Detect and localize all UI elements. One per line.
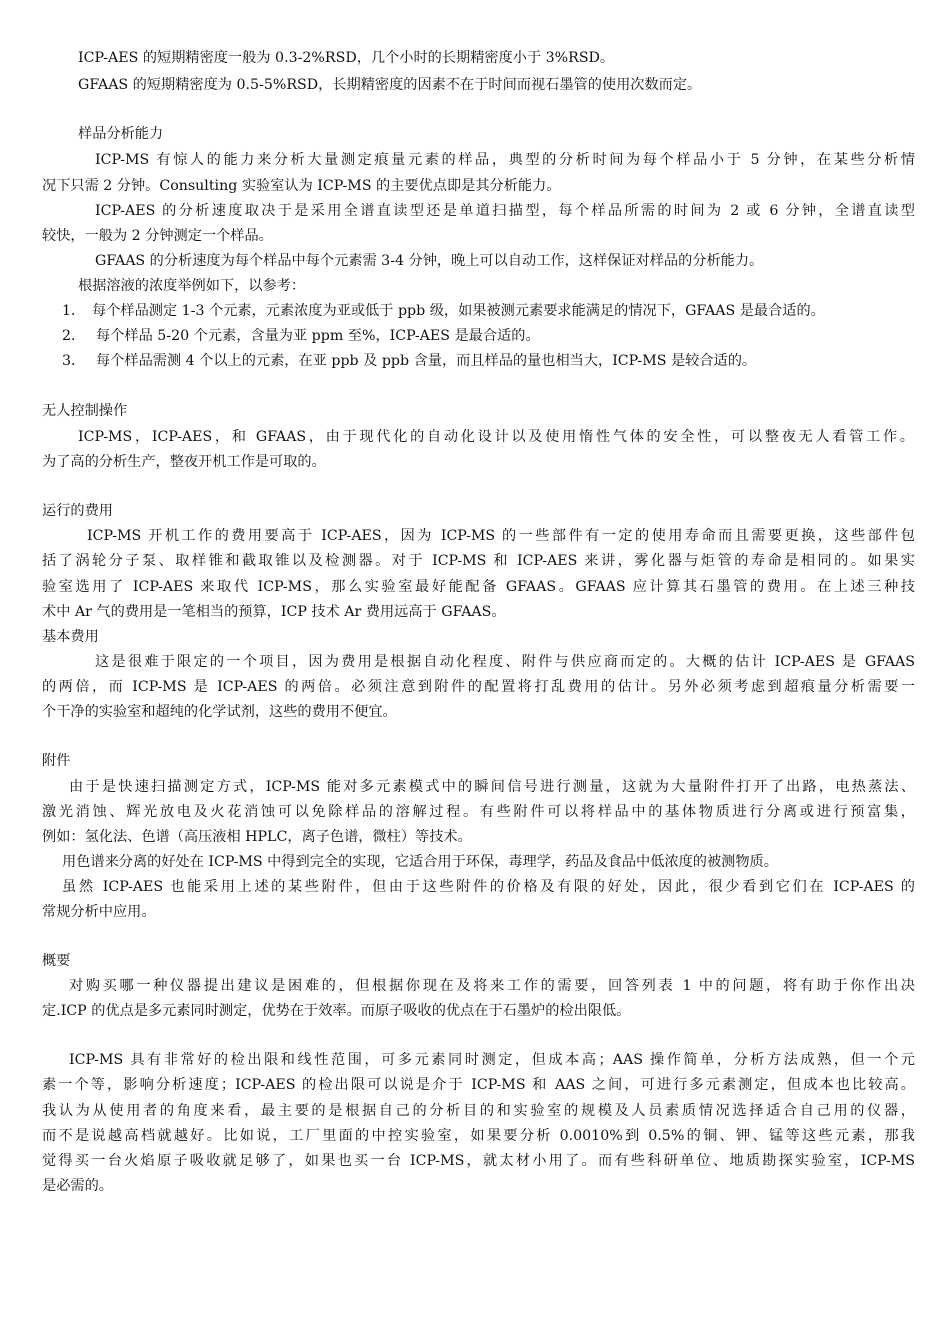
chromatography-text: 用色谱来分离的好处在 ICP-MS 中得到完全的实现，它适合用于环保，毒理学，药品及食品中低浓度的被测物质。	[62, 854, 778, 870]
section-heading-unattended: 无人控制操作	[42, 403, 128, 419]
accessories-line-3: 例如：氢化法、色谱（高压液相 HPLC，离子色谱，微柱）等技术。	[42, 829, 472, 845]
basic-cost-line-3: 个干净的实验室和超纯的化学试剂，这些的费用不便宜。	[42, 704, 397, 720]
accessories-line-1: 由于是快速扫描测定方式，ICP-MS 能对多元素模式中的瞬间信号进行测量，这就为大量附件打开了出路，电热蒸法、	[69, 779, 915, 795]
section-heading-running-cost: 运行的费用	[42, 503, 113, 519]
summary-p1-line-2: 定.ICP 的优点是多元素同时测定，优势在于效率。而原子吸收的优点在于石墨炉的检出限低。	[42, 1003, 631, 1019]
summary-p2-line-4: 而不是说越高档就越好。比如说，工厂里面的中控实验室，如果要分析 0.0010%到 0.5%的铜、钾、锰等这些元素，那我	[42, 1128, 915, 1144]
accessories-icp-aes-line-1: 虽然 ICP-AES 也能采用上述的某些附件，但由于这些附件的价格及有限的好处，因此，很少看到它们在 ICP-AES 的	[62, 879, 915, 895]
basic-cost-line-2: 的两倍，而 ICP-MS 是 ICP-AES 的两倍。必须注意到附件的配置将打乱费用的估计。另外必须考虑到超痕量分析需要一	[42, 679, 915, 695]
section-heading-accessories: 附件	[42, 753, 71, 769]
list-item-number: 2．	[62, 328, 86, 344]
gfaas-precision-text: GFAAS 的短期精密度为 0.5-5%RSD，长期精密度的因素不在于时间而视石墨管的使用次数而定。	[78, 77, 702, 93]
examples-intro-text: 根据溶液的浓度举例如下，以参考：	[78, 278, 306, 294]
icp-aes-precision-text: ICP-AES 的短期精密度一般为 0.3-2%RSD，几个小时的长期精密度小于 3%RSD。	[78, 50, 615, 66]
summary-p2-line-1: ICP-MS 具有非常好的检出限和线性范围，可多元素同时测定，但成本高；AAS 操作简单，分析方法成熟，但一个元	[69, 1052, 915, 1068]
list-item-number: 1．	[62, 303, 86, 319]
icp-aes-capacity-line-1: ICP-AES 的分析速度取决于是采用全谱直读型还是单道扫描型，每个样品所需的时间为 2 或 6 分钟，全谱直读型	[95, 203, 915, 219]
running-cost-line-1: ICP-MS 开机工作的费用要高于 ICP-AES，因为 ICP-MS 的一些部件有一定的使用寿命而且需要更换，这些部件包	[87, 528, 915, 544]
section-heading-analysis-capacity: 样品分析能力	[78, 126, 164, 142]
list-item-text: 每个样品测定 1-3 个元素，元素浓度为亚或低于 ppb 级，如果被测元素要求能满足的情况下，GFAAS 是最合适的。	[92, 303, 825, 319]
accessories-icp-aes-line-2: 常规分析中应用。	[42, 904, 156, 920]
running-cost-line-4: 术中 Ar 气的费用是一笔相当的预算，ICP 技术 Ar 费用远高于 GFAAS。	[42, 604, 506, 620]
summary-p2-line-5: 觉得买一台火焰原子吸收就足够了，如果也买一台 ICP-MS，就太材小用了。而有些科研单位、地质勘探实验室，ICP-MS	[42, 1153, 915, 1169]
list-item-text: 每个样品需测 4 个以上的元素，在亚 ppb 及 ppb 含量，而且样品的量也相当大，ICP-MS 是较合适的。	[96, 353, 757, 369]
summary-p1-line-1: 对购买哪一种仪器提出建议是困难的，但根据你现在及将来工作的需要，回答列表 1 中的问题，将有助于你作出决	[69, 978, 915, 994]
running-cost-line-2: 括了涡轮分子泵、取样锥和截取锥以及检测器。对于 ICP-MS 和 ICP-AES 来讲，雾化器与炬管的寿命是相同的。如果实	[42, 553, 915, 569]
gfaas-capacity-text: GFAAS 的分析速度为每个样品中每个元素需 3-4 分钟，晚上可以自动工作，这样保证对样品的分析能力。	[95, 253, 764, 269]
running-cost-line-3: 验室选用了 ICP-AES 来取代 ICP-MS，那么实验室最好能配备 GFAAS。GFAAS 应计算其石墨管的费用。在上述三种技	[42, 579, 915, 595]
accessories-line-2: 激光消蚀、辉光放电及火花消蚀可以免除样品的溶解过程。有些附件可以将样品中的基体物质进行分离或进行预富集，	[42, 804, 915, 820]
section-heading-summary: 概要	[42, 953, 71, 969]
summary-p2-line-3: 我认为从使用者的角度来看，最主要的是根据自己的分析目的和实验室的规模及人员素质情况选择适合自己用的仪器，	[42, 1103, 915, 1119]
basic-cost-line-1: 这是很难于限定的一个项目，因为费用是根据自动化程度、附件与供应商而定的。大概的估计 ICP-AES 是 GFAAS	[95, 654, 915, 670]
icp-aes-capacity-line-2: 较快，一般为 2 分钟测定一个样品。	[42, 228, 273, 244]
summary-p2-line-2: 素一个等，影响分析速度；ICP-AES 的检出限可以说是介于 ICP-MS 和 AAS 之间，可进行多元素测定，但成本也比较高。	[42, 1077, 915, 1093]
list-item-number: 3．	[62, 353, 86, 369]
section-heading-basic-cost: 基本费用	[42, 629, 99, 645]
summary-p2-line-6: 是必需的。	[42, 1178, 113, 1194]
icp-ms-capacity-line-1: ICP-MS 有惊人的能力来分析大量测定痕量元素的样品，典型的分析时间为每个样品小于 5 分钟，在某些分析情	[95, 152, 915, 168]
unattended-line-2: 为了高的分析生产，整夜开机工作是可取的。	[42, 454, 326, 470]
icp-ms-capacity-line-2: 况下只需 2 分钟。Consulting 实验室认为 ICP-MS 的主要优点即是其分析能力。	[42, 178, 561, 194]
unattended-line-1: ICP-MS，ICP-AES，和 GFAAS，由于现代化的自动化设计以及使用惰性气体的安全性，可以整夜无人看管工作。	[78, 429, 914, 445]
list-item-text: 每个样品 5-20 个元素，含量为亚 ppm 至%，ICP-AES 是最合适的。	[96, 328, 540, 344]
